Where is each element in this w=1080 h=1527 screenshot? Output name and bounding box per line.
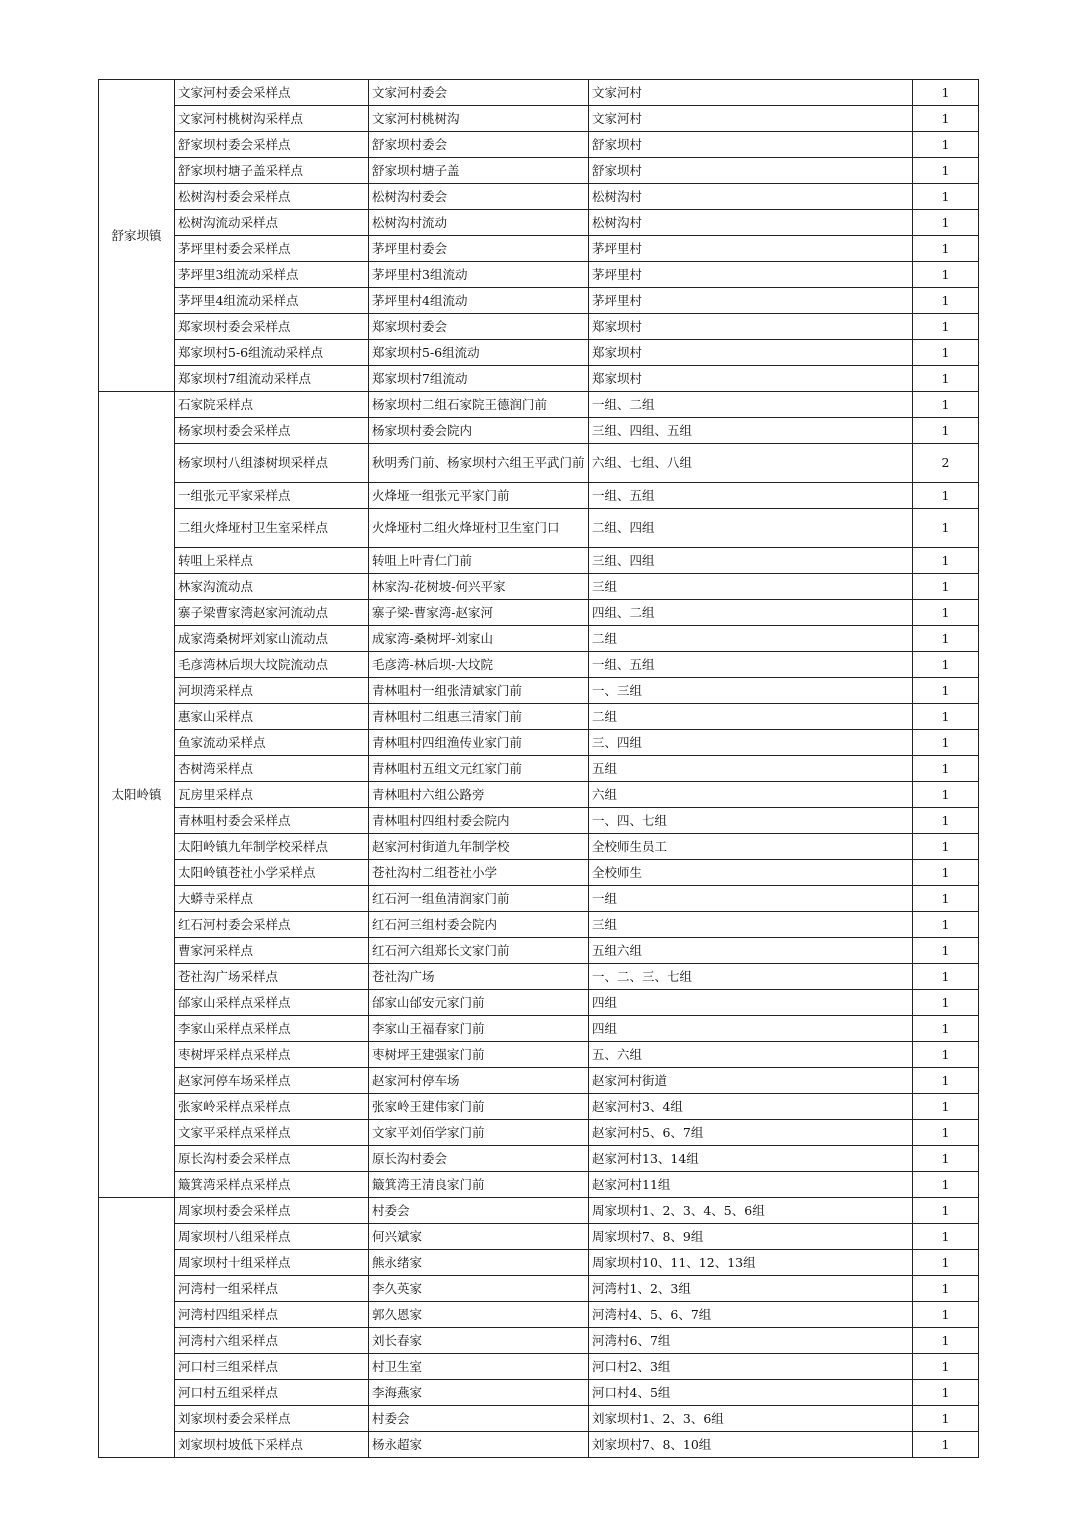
location-cell: 杨家坝村二组石家院王德润门前 [369,392,589,418]
coverage-scope-cell: 三、四组 [589,730,913,756]
location-cell: 何兴斌家 [369,1224,589,1250]
count-cell: 1 [913,652,979,678]
count-cell: 1 [913,730,979,756]
location-cell: 苍社沟村二组苍社小学 [369,860,589,886]
location-cell: 李家山王福春家门前 [369,1016,589,1042]
location-cell: 赵家河村街道九年制学校 [369,834,589,860]
count-cell: 1 [913,1198,979,1224]
sampling-point-name-cell: 红石河村委会采样点 [175,912,369,938]
coverage-scope-cell: 三组 [589,574,913,600]
table-row [99,938,979,964]
location-cell: 青林咀村六组公路旁 [369,782,589,808]
table-row [99,509,979,548]
count-cell: 1 [913,1302,979,1328]
table-row [99,106,979,132]
sampling-point-name-cell: 李家山采样点采样点 [175,1016,369,1042]
table-row [99,990,979,1016]
count-cell: 1 [913,626,979,652]
coverage-scope-cell: 刘家坝村1、2、3、6组 [589,1406,913,1432]
location-cell: 寨子梁-曹家湾-赵家河 [369,600,589,626]
coverage-scope-cell: 文家河村 [589,80,913,106]
count-cell: 1 [913,158,979,184]
coverage-scope-cell: 一组 [589,886,913,912]
location-cell: 刘长春家 [369,1328,589,1354]
count-cell: 1 [913,366,979,392]
coverage-scope-cell: 郑家坝村 [589,366,913,392]
count-cell: 1 [913,184,979,210]
count-cell: 1 [913,600,979,626]
coverage-scope-cell: 二组、四组 [589,509,913,548]
coverage-scope-cell: 赵家河村3、4组 [589,1094,913,1120]
sampling-point-name-cell: 杨家坝村委会采样点 [175,418,369,444]
location-cell: 毛彦湾-林后坝-大坟院 [369,652,589,678]
sampling-point-name-cell: 河湾村四组采样点 [175,1302,369,1328]
coverage-scope-cell: 五组 [589,756,913,782]
count-cell: 1 [913,1328,979,1354]
count-cell: 1 [913,210,979,236]
table-row [99,444,979,483]
table-row [99,964,979,990]
sampling-point-name-cell: 刘家坝村委会采样点 [175,1406,369,1432]
table-row [99,1198,979,1224]
town-cell: 舒家坝镇 [99,80,175,392]
sampling-point-name-cell: 惠家山采样点 [175,704,369,730]
sampling-point-name-cell: 刘家坝村坡低下采样点 [175,1432,369,1458]
coverage-scope-cell: 一组、五组 [589,483,913,509]
sampling-point-name-cell: 太阳岭镇苍社小学采样点 [175,860,369,886]
sampling-point-name-cell: 一组张元平家采样点 [175,483,369,509]
sampling-point-name-cell: 石家院采样点 [175,392,369,418]
location-cell: 张家岭王建伟家门前 [369,1094,589,1120]
sampling-point-name-cell: 郑家坝村7组流动采样点 [175,366,369,392]
count-cell: 1 [913,288,979,314]
coverage-scope-cell: 四组 [589,990,913,1016]
table-row [99,548,979,574]
count-cell: 1 [913,1016,979,1042]
sampling-point-name-cell: 周家坝村委会采样点 [175,1198,369,1224]
table-row [99,600,979,626]
table-row [99,1406,979,1432]
location-cell: 文家平刘佰学家门前 [369,1120,589,1146]
coverage-scope-cell: 茅坪里村 [589,288,913,314]
count-cell: 1 [913,262,979,288]
sampling-point-name-cell: 瓦房里采样点 [175,782,369,808]
coverage-scope-cell: 一、三组 [589,678,913,704]
location-cell: 邰家山邰安元家门前 [369,990,589,1016]
sampling-point-name-cell: 河坝湾采样点 [175,678,369,704]
location-cell: 赵家河村停车场 [369,1068,589,1094]
table-row [99,1380,979,1406]
sampling-point-name-cell: 文家河村委会采样点 [175,80,369,106]
coverage-scope-cell: 六组、七组、八组 [589,444,913,483]
count-cell: 1 [913,704,979,730]
count-cell: 1 [913,132,979,158]
count-cell: 1 [913,1042,979,1068]
location-cell: 松树沟村流动 [369,210,589,236]
count-cell: 1 [913,756,979,782]
table-row [99,1120,979,1146]
table-row [99,1224,979,1250]
coverage-scope-cell: 河口村2、3组 [589,1354,913,1380]
location-cell: 郑家坝村委会 [369,314,589,340]
location-cell: 村卫生室 [369,1354,589,1380]
coverage-scope-cell: 文家河村 [589,106,913,132]
sampling-point-name-cell: 林家沟流动点 [175,574,369,600]
count-cell: 1 [913,678,979,704]
count-cell: 1 [913,314,979,340]
sampling-point-name-cell: 鱼家流动采样点 [175,730,369,756]
sampling-point-name-cell: 茅坪里村委会采样点 [175,236,369,262]
count-cell: 1 [913,1172,979,1198]
location-cell: 松树沟村委会 [369,184,589,210]
count-cell: 1 [913,574,979,600]
location-cell: 林家沟-花树坡-何兴平家 [369,574,589,600]
sampling-point-name-cell: 周家坝村十组采样点 [175,1250,369,1276]
sampling-point-name-cell: 文家平采样点采样点 [175,1120,369,1146]
coverage-scope-cell: 一、二、三、七组 [589,964,913,990]
sampling-point-name-cell: 转咀上采样点 [175,548,369,574]
count-cell: 1 [913,106,979,132]
location-cell: 村委会 [369,1406,589,1432]
location-cell: 茅坪里村3组流动 [369,262,589,288]
location-cell: 枣树坪王建强家门前 [369,1042,589,1068]
sampling-point-name-cell: 苍社沟广场采样点 [175,964,369,990]
table-row [99,1068,979,1094]
location-cell: 青林咀村四组村委会院内 [369,808,589,834]
coverage-scope-cell: 赵家河村街道 [589,1068,913,1094]
sampling-points-table [98,79,979,1458]
coverage-scope-cell: 五组六组 [589,938,913,964]
location-cell: 青林咀村四组渔传业家门前 [369,730,589,756]
location-cell: 郑家坝村7组流动 [369,366,589,392]
table-row [99,1016,979,1042]
count-cell: 1 [913,509,979,548]
table-row [99,626,979,652]
coverage-scope-cell: 茅坪里村 [589,262,913,288]
count-cell: 1 [913,1120,979,1146]
location-cell: 转咀上叶青仁门前 [369,548,589,574]
coverage-scope-cell: 河口村4、5组 [589,1380,913,1406]
location-cell: 红石河六组郑长文家门前 [369,938,589,964]
table-row [99,704,979,730]
location-cell: 李海燕家 [369,1380,589,1406]
sampling-point-name-cell: 茅坪里3组流动采样点 [175,262,369,288]
count-cell: 1 [913,782,979,808]
coverage-scope-cell: 二组 [589,626,913,652]
table-row [99,886,979,912]
count-cell: 1 [913,1432,979,1458]
table-row [99,418,979,444]
table-row [99,1094,979,1120]
count-cell: 1 [913,1094,979,1120]
sampling-point-name-cell: 郑家坝村5-6组流动采样点 [175,340,369,366]
sampling-point-name-cell: 大蟒寺采样点 [175,886,369,912]
coverage-scope-cell: 三组、四组、五组 [589,418,913,444]
table-row [99,392,979,418]
coverage-scope-cell: 三组、四组 [589,548,913,574]
table-row [99,236,979,262]
coverage-scope-cell: 周家坝村7、8、9组 [589,1224,913,1250]
table-row [99,1276,979,1302]
table-row [99,184,979,210]
table-row [99,1302,979,1328]
count-cell: 1 [913,548,979,574]
town-cell [99,1198,175,1458]
table-row [99,288,979,314]
coverage-scope-cell: 河湾村1、2、3组 [589,1276,913,1302]
sampling-point-name-cell: 舒家坝村委会采样点 [175,132,369,158]
location-cell: 秋明秀门前、杨家坝村六组王平武门前 [369,444,589,483]
sampling-point-name-cell: 原长沟村委会采样点 [175,1146,369,1172]
count-cell: 1 [913,834,979,860]
coverage-scope-cell: 全校师生 [589,860,913,886]
table-row [99,756,979,782]
location-cell: 青林咀村五组文元红家门前 [369,756,589,782]
location-cell: 郑家坝村5-6组流动 [369,340,589,366]
location-cell: 青林咀村一组张清斌家门前 [369,678,589,704]
location-cell: 李久英家 [369,1276,589,1302]
sampling-point-name-cell: 枣树坪采样点采样点 [175,1042,369,1068]
location-cell: 茅坪里村4组流动 [369,288,589,314]
location-cell: 原长沟村委会 [369,1146,589,1172]
count-cell: 2 [913,444,979,483]
sampling-point-name-cell: 成家湾桑树坪刘家山流动点 [175,626,369,652]
table-row [99,80,979,106]
coverage-scope-cell: 三组 [589,912,913,938]
table-row [99,483,979,509]
count-cell: 1 [913,392,979,418]
table-row [99,912,979,938]
sampling-point-name-cell: 河口村五组采样点 [175,1380,369,1406]
count-cell: 1 [913,1224,979,1250]
coverage-scope-cell: 一、四、七组 [589,808,913,834]
location-cell: 青林咀村二组惠三清家门前 [369,704,589,730]
coverage-scope-cell: 茅坪里村 [589,236,913,262]
table-row [99,132,979,158]
count-cell: 1 [913,80,979,106]
coverage-scope-cell: 六组 [589,782,913,808]
location-cell: 红石河三组村委会院内 [369,912,589,938]
coverage-scope-cell: 河湾村6、7组 [589,1328,913,1354]
location-cell: 文家河村桃树沟 [369,106,589,132]
count-cell: 1 [913,1406,979,1432]
coverage-scope-cell: 四组 [589,1016,913,1042]
sampling-point-name-cell: 周家坝村八组采样点 [175,1224,369,1250]
coverage-scope-cell: 松树沟村 [589,184,913,210]
count-cell: 1 [913,886,979,912]
table-row [99,1172,979,1198]
count-cell: 1 [913,964,979,990]
count-cell: 1 [913,1146,979,1172]
sampling-point-name-cell: 河口村三组采样点 [175,1354,369,1380]
table-row [99,262,979,288]
coverage-scope-cell: 赵家河村5、6、7组 [589,1120,913,1146]
count-cell: 1 [913,1276,979,1302]
coverage-scope-cell: 一组、五组 [589,652,913,678]
table-row [99,340,979,366]
location-cell: 舒家坝村塘子盖 [369,158,589,184]
table-row [99,366,979,392]
location-cell: 茅坪里村委会 [369,236,589,262]
coverage-scope-cell: 二组 [589,704,913,730]
count-cell: 1 [913,1354,979,1380]
count-cell: 1 [913,938,979,964]
count-cell: 1 [913,860,979,886]
sampling-point-name-cell: 寨子梁曹家湾赵家河流动点 [175,600,369,626]
table-row [99,158,979,184]
sampling-point-name-cell: 太阳岭镇九年制学校采样点 [175,834,369,860]
count-cell: 1 [913,912,979,938]
location-cell: 苍社沟广场 [369,964,589,990]
sampling-point-name-cell: 簸箕湾采样点采样点 [175,1172,369,1198]
sampling-point-name-cell: 松树沟村委会采样点 [175,184,369,210]
coverage-scope-cell: 五、六组 [589,1042,913,1068]
sampling-point-name-cell: 青林咀村委会采样点 [175,808,369,834]
coverage-scope-cell: 郑家坝村 [589,340,913,366]
location-cell: 熊永绪家 [369,1250,589,1276]
table-row [99,1042,979,1068]
coverage-scope-cell: 四组、二组 [589,600,913,626]
table-row [99,860,979,886]
location-cell: 郭久恩家 [369,1302,589,1328]
table-row [99,834,979,860]
sampling-point-name-cell: 杏树湾采样点 [175,756,369,782]
table-body [99,80,979,1458]
table-row [99,808,979,834]
table-row [99,1250,979,1276]
location-cell: 红石河一组鱼清润家门前 [369,886,589,912]
sampling-point-name-cell: 杨家坝村八组漆树坝采样点 [175,444,369,483]
town-cell: 太阳岭镇 [99,392,175,1198]
count-cell: 1 [913,340,979,366]
table-row [99,1354,979,1380]
count-cell: 1 [913,1250,979,1276]
sampling-point-name-cell: 文家河村桃树沟采样点 [175,106,369,132]
coverage-scope-cell: 周家坝村10、11、12、13组 [589,1250,913,1276]
table-row [99,314,979,340]
table-row [99,1432,979,1458]
sampling-point-name-cell: 茅坪里4组流动采样点 [175,288,369,314]
sampling-point-name-cell: 曹家河采样点 [175,938,369,964]
coverage-scope-cell: 刘家坝村7、8、10组 [589,1432,913,1458]
coverage-scope-cell: 赵家河村11组 [589,1172,913,1198]
sampling-point-name-cell: 舒家坝村塘子盖采样点 [175,158,369,184]
coverage-scope-cell: 周家坝村1、2、3、4、5、6组 [589,1198,913,1224]
coverage-scope-cell: 全校师生员工 [589,834,913,860]
location-cell: 舒家坝村委会 [369,132,589,158]
sampling-point-name-cell: 河湾村一组采样点 [175,1276,369,1302]
sampling-point-name-cell: 河湾村六组采样点 [175,1328,369,1354]
coverage-scope-cell: 舒家坝村 [589,158,913,184]
count-cell: 1 [913,990,979,1016]
table-row [99,730,979,756]
location-cell: 火烽垭村二组火烽垭村卫生室门口 [369,509,589,548]
table-row [99,210,979,236]
location-cell: 杨家坝村委会院内 [369,418,589,444]
table-row [99,574,979,600]
coverage-scope-cell: 郑家坝村 [589,314,913,340]
coverage-scope-cell: 赵家河村13、14组 [589,1146,913,1172]
count-cell: 1 [913,418,979,444]
count-cell: 1 [913,483,979,509]
count-cell: 1 [913,236,979,262]
count-cell: 1 [913,1380,979,1406]
table-row [99,1146,979,1172]
sampling-point-name-cell: 松树沟流动采样点 [175,210,369,236]
sampling-point-name-cell: 郑家坝村委会采样点 [175,314,369,340]
count-cell: 1 [913,1068,979,1094]
location-cell: 成家湾-桑树坪-刘家山 [369,626,589,652]
coverage-scope-cell: 松树沟村 [589,210,913,236]
sampling-point-name-cell: 张家岭采样点采样点 [175,1094,369,1120]
table-row [99,678,979,704]
location-cell: 簸箕湾王清良家门前 [369,1172,589,1198]
coverage-scope-cell: 一组、二组 [589,392,913,418]
sampling-point-name-cell: 邰家山采样点采样点 [175,990,369,1016]
location-cell: 村委会 [369,1198,589,1224]
coverage-scope-cell: 河湾村4、5、6、7组 [589,1302,913,1328]
location-cell: 杨永超家 [369,1432,589,1458]
count-cell: 1 [913,808,979,834]
table-row [99,782,979,808]
location-cell: 文家河村委会 [369,80,589,106]
table-row [99,1328,979,1354]
sampling-point-name-cell: 赵家河停车场采样点 [175,1068,369,1094]
sampling-point-name-cell: 毛彦湾林后坝大坟院流动点 [175,652,369,678]
location-cell: 火烽垭一组张元平家门前 [369,483,589,509]
table-row [99,652,979,678]
coverage-scope-cell: 舒家坝村 [589,132,913,158]
sampling-point-name-cell: 二组火烽垭村卫生室采样点 [175,509,369,548]
